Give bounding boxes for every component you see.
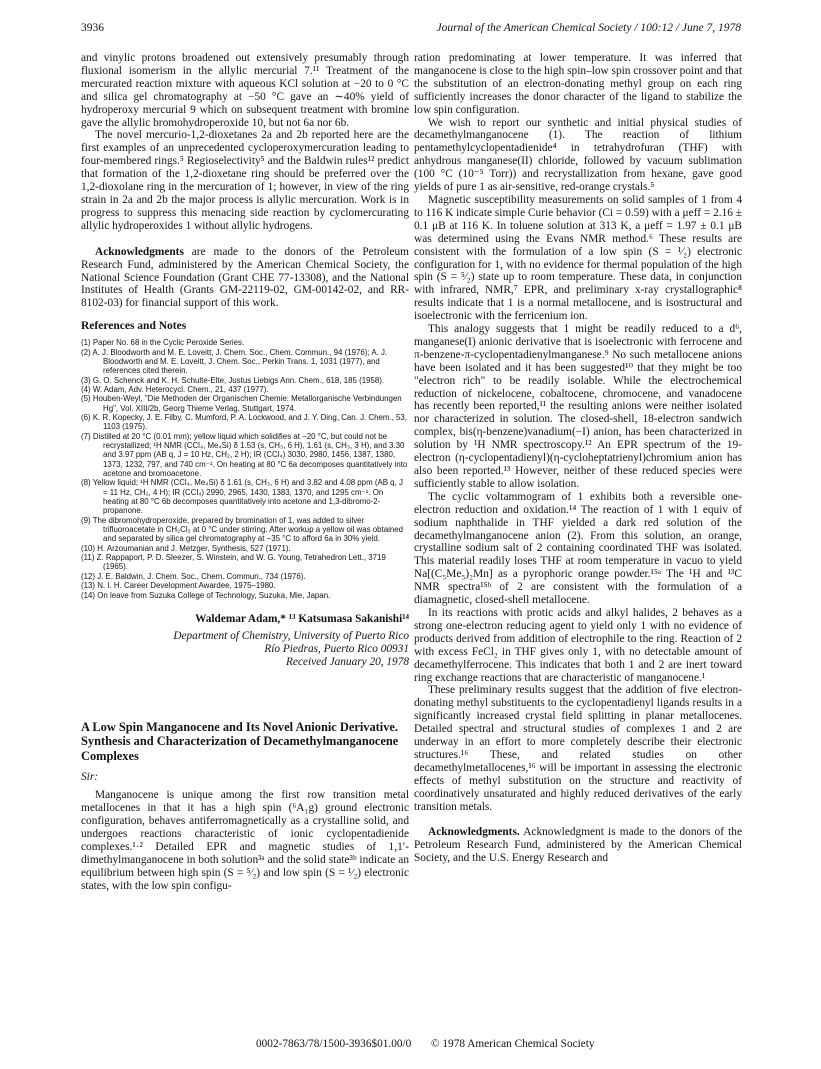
reference-item: (4) W. Adam, Adv. Heterocycl. Chem., 21, 437 (1977). [81,384,269,394]
body-paragraph: These preliminary results suggest that the addition of five electron-donating methyl substituents to the cyclopentadienyl ligands results in a significantly increased crystal field splitting in planar metallocenes. Detailed spectral and structural studies of complexes 1 and 2 are underway in an effort to more completely describe their electronic structures.¹⁶ These, and related studies on other decamethylmetallocenes,¹⁶ will be important in assessing the electronic effects of methyl substitution on the structure and reactivity of coordinatively unsaturated and highly reduced derivatives of the early transition metals. [414,684,742,813]
reference-item: (5) Houben-Weyl, "Die Methoden der Organischen Chemie: Metallorganische Verbindungen Hg", Vol. XIII/2b, Georg Thieme Verlag, Stuttgart, 1974. [81,394,402,413]
reference-item: (2) A. J. Bloodworth and M. E. Loveitt, J. Chem. Soc., Chem. Commun., 94 (1976); A. J. Bloodworth and M. E. Loveitt, J. Chem. Soc., Perkin Trans. 1, 1031 (1977), and references cited therein. [81,347,388,376]
copyright-notice: © 1978 American Chemical Society [431,1038,595,1050]
references-heading: References and Notes [81,320,187,333]
page-number: 3936 [81,22,104,34]
reference-item: (3) G. O. Schenck and K. H. Schulte-Elte, Justus Liebigs Ann. Chem., 618, 185 (1958). [81,375,385,385]
body-paragraph: and vinylic protons broadened out extensively presumably through fluxional isomerism in the allylic mercurial 7.¹¹ Treatment of the mercurated reaction mixture with aqueous KCl solution at −20 to 0 °C and silica gel chromatography at −50 °C gave an ∼40% yield of hydroperoxy mercurial 9 which on subsequent treatment with bromine gave the allylic bromohydroperoxide 10, but not 6a nor 6b. [81,52,409,129]
acknowledgment-text: Acknowledgment is made to the donors of the Petroleum Research Fund, administered by the American Chemical Society, and the U.S. Energy Research and [414,826,742,865]
reference-item: (7) Distilled at 20 °C (0.01 mm); yellow liquid which solidifies at −20 °C, but could not be recrystallized; ¹H NMR (CCl₄, Me₄Si) δ 1.53 (s, CH₃, 6 H), 1.61 (s, CH₃, 3 H), and 3.30 and 3.97 ppm (AB q, J = 10 Hz, CH₂, 2 H); IR (CCl₄) 3030, 2980, 1456, 1387, 1380, 1373, 1232, 797, and 740 cm⁻¹. On heating at 80 °C 6a decomposes quantitatively into acetone and bromoacetone. [81,431,408,479]
body-paragraph: The novel mercurio-1,2-dioxetanes 2a and 2b reported here are the first examples of an unprecedented cycloperoxymercuration leading to four-membered rings.⁵ Regioselectivity⁵ and the Baldwin rules¹² predict that formation of the 1,2-dioxetane ring should be preferred over the 1,2-dioxolane ring in the mercuration of 1; however, in view of the ring strain in 2a and 2b the major process is allylic mercuration. Work is in progress to suppress this menacing side reaction by cyclomercurating allylic hydroperoxides 1 without allylic hydrogens. [81,129,409,232]
reference-item: (9) The dibromohydroperoxide, prepared by bromination of 1, was added to silver trifluoroacetate in CH₂Cl₂ at 0 °C under stirring. After workup a yellow oil was obtained and separated by silica gel chromatography at −35 °C to afford 6a in 30% yield. [81,515,404,544]
reference-item: (12) J. E. Baldwin, J. Chem. Soc., Chem. Commun., 734 (1976). [81,571,306,581]
reference-item: (1) Paper No. 68 in the Cyclic Peroxide Series. [81,338,245,348]
salutation: Sir: [81,771,99,784]
affiliation-line: Department of Chemistry, University of Puerto Rico [173,630,409,643]
acknowledgment-heading: Acknowledgments [95,245,184,258]
reference-item: (6) K. R. Kopecky, J. E. Filby, C. Mumford, P. A. Lockwood, and J. Y. Ding, Can. J. Chem., 53, 1103 (1975). [81,412,407,432]
article-title: A Low Spin Manganocene and Its Novel Anionic Derivative. Synthesis and Characterization of Decamethylmanganocene Complexes [81,719,399,763]
reference-item: (11) Z. Rappaport, P. D. Sleezer, S. Winstein, and W. G. Young, Tetrahedron Lett., 3719 (1965). [81,553,386,572]
author-names: Waldemar Adam,* ¹³ Katsumasa Sakanishi¹⁴ [195,612,409,625]
body-paragraph: In its reactions with protic acids and alkyl halides, 2 behaves as a strong one-electron reducing agent to yield only 1 with no evidence of products derived from addition of electrophile to the ring. Reaction of 2 with excess FeCl₂ in THF gives only 1, with no detectable amount of decamethylferrocene. This indicates that both 1 and 2 are inert toward ring exchange reactions that are characteristic of manganocene.¹ [414,606,742,684]
article-code: 0002-7863/78/1500-3936$01.00/0 [256,1038,412,1050]
author-block [81,613,409,670]
reference-item: (14) On leave from Suzuka College of Technology, Suzuka, Mie, Japan. [81,590,331,600]
reference-list [81,338,409,600]
acknowledgment-paragraph [414,826,742,865]
affiliation-line: Río Piedras, Puerto Rico 00931 [264,643,409,656]
body-paragraph: ration predominating at lower temperature. It was inferred that manganocene is close to the high spin–low spin crossover point and that the substitution of an electron-donating methyl group on each ring sufficiently increases the donor character of the ligand to stabilize the low spin configuration. [414,52,742,116]
body-paragraph: This analogy suggests that 1 might be readily reduced to a d⁶, manganese(I) anionic derivative that is isoelectronic with ferrocene and π-benzene-π-cyclopentadienylmanganese.⁹ No such metallocene anions have been isolated and it has been suggested¹⁰ that they might be too "electron rich" to be readily isolable. While the electrochemical reduction of nickelocene, cobaltocene, chromocene, and vanadocene has recently been reported,¹¹ the resulting anions were neither isolated nor characterized in solution. The closed-shell, 18-electron sandwich complex, bis(η-benzene)vanadium(−I) anion, has been characterized in solution by ¹H NMR spectroscopy.¹² An EPR spectrum of the 19-electron (η-cyclopentadienyl)(η-cycloheptatrienyl)chromium anion has also been reported.¹³ However, neither of these reduced species were sufficiently stable to allow isolation. [414,323,742,490]
acknowledgment-paragraph [81,246,409,311]
body-paragraph: Magnetic susceptibility measurements on solid samples of 1 from 4 to 116 K indicate simple Curie behavior (Ci = 0.59) with a μeff = 2.16 ± 0.1 μB at 116 K. In toluene solution at 313 K, a μeff = 1.97 ± 0.1 μB was determined using the Evans NMR method.⁶ These results are consistent with the formulation of a low spin (S = ¹⁄₂) electronic configuration for 1, with no evidence for thermal population of the high spin (S = ⁵⁄₂) state up to room temperature. These data, in conjunction with infrared, NMR,⁷ EPR, and preliminary x-ray crystallographic⁸ results indicate that 1 is a normal metallocene, and is isostructural and isoelectronic with the ferricenium ion. [414,193,742,323]
acknowledgment-text: are made to the donors of the Petroleum Research Fund, administered by the American Chemical Society, the National Science Foundation (Grant CHE 77-13308), and the National Institutes of Health (Grants GM-22119-02, GM-00142-02, and RR-8102-03) for financial support of this work. [81,245,409,310]
reference-item: (8) Yellow liquid; ¹H NMR (CCl₄, Me₄Si) δ 1.61 (s, CH₃, 6 H) and 3.82 and 4.08 ppm (AB q, J = 11 Hz, CH₂, 4 H); IR (CCl₄) 2990, 2965, 1430, 1383, 1370, and 1295 cm⁻¹. On heating at 80 °C 6b decomposes quantitatively into acetone and 1,3-dibromo-2-propanone. [81,478,403,516]
page-header [81,22,741,36]
left-column [81,52,409,893]
reference-item: (10) H. Arzoumanian and J. Metzger, Synthesis, 527 (1971). [81,543,291,553]
body-paragraph: The cyclic voltammogram of 1 exhibits both a reversible one-electron reduction and oxidation.¹⁴ The reaction of 1 with 1 equiv of sodium naphthalide in THF yielded a dark red solution of the decamethylmanganocene anion (2). From this solution, an orange, crystalline sodium salt of 2 containing coordinated THF was isolated. This material readily loses THF at room temperature in vacuo to yield Na[(C₅Me₅)₂Mn] as a pyrophoric orange powder.¹⁵ᵃ The ¹H and ¹³C NMR spectra¹⁵ᵇ of 2 are consistent with the formulation of a diamagnetic, closed-shell metallocene. [414,490,742,607]
reference-item: (13) N. I. H. Career Development Awardee, 1975–1980. [81,581,276,591]
acknowledgment-heading: Acknowledgments. [428,826,520,839]
right-column [414,52,742,865]
received-date: Received January 20, 1978 [286,656,409,669]
journal-citation: Journal of the American Chemical Society / 100:12 / June 7, 1978 [436,22,741,34]
body-paragraph: Manganocene is unique among the first row transition metal metallocenes in that it has a high spin (⁶A₁g) ground electronic configuration, behaves antiferromagnetically as a crystalline solid, and undergoes reactions characteristic of ionic cyclopentadienide complexes.¹·² Detailed EPR and magnetic studies of 1,1′-dimethylmanganocene in both solution³ᵃ and the solid state³ᵇ indicate an equilibrium between high spin (S = ⁵⁄₂) and low spin (S = ¹⁄₂) electronic states, with the low spin configu- [81,789,409,892]
body-paragraph: We wish to report our synthetic and initial physical studies of decamethylmanganocene (1). The reaction of lithium pentamethylcyclopentadienide⁴ in tetrahydrofuran (THF) with anhydrous manganese(II) chloride, followed by vacuum sublimation (100 °C (10⁻⁵ Torr)) and recrystallization from hexane, gave good yields of pure 1 as air-sensitive, red-orange crystals.⁵ [414,116,742,194]
